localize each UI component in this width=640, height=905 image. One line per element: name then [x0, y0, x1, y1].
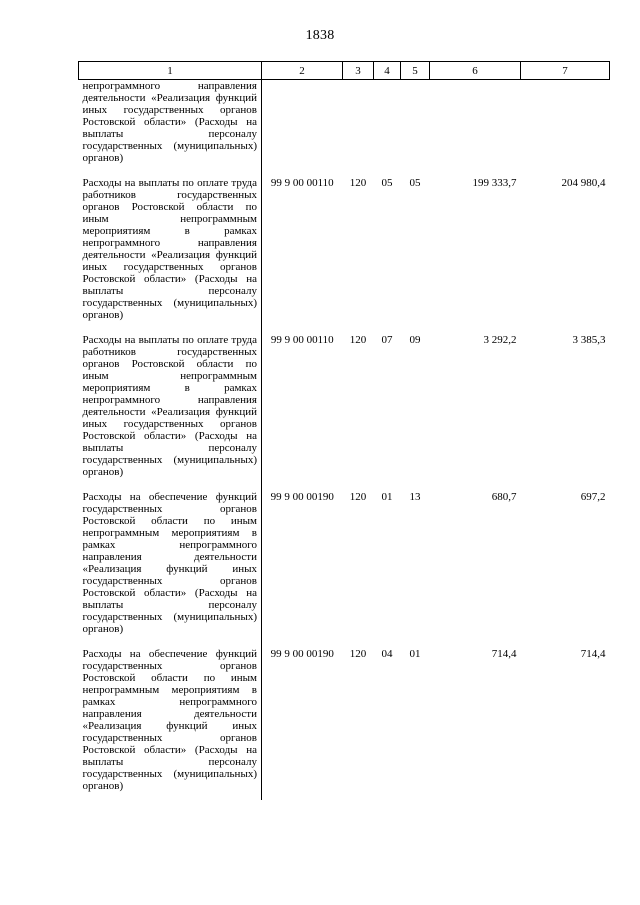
row-vr: 120 [349, 491, 367, 503]
row-sum-1: 3 292,2 [483, 334, 517, 346]
table-body [79, 80, 610, 801]
row-description: Расходы на выплаты по оплате труда работников государственных органов Ростовской области по иным непрограммным мероприятиям в рамках непрограммного направления деятельности «Реализация функций иных государственных органов Ростовской области» (Расходы на выплаты персоналу государственных (муниципальных) органов) [79, 172, 262, 329]
header-row [79, 62, 610, 80]
row-sum-2: 3 385,3 [572, 334, 606, 346]
header-col-6: 6 [430, 62, 521, 80]
row-code: 99 9 00 00190 [270, 491, 334, 503]
header-col-5: 5 [401, 62, 430, 80]
header-col-2: 2 [262, 62, 343, 80]
header-col-1: 1 [79, 62, 262, 80]
page-number: 1838 [305, 28, 335, 43]
header-col-3: 3 [343, 62, 374, 80]
row-pr: 01 [409, 648, 421, 660]
row-code: 99 9 00 00190 [270, 648, 334, 660]
row-sum-2: 204 980,4 [561, 177, 606, 189]
row-pr: 09 [409, 334, 421, 346]
row-sum-1: 680,7 [491, 491, 517, 503]
row-sum-2: 697,2 [580, 491, 606, 503]
table-row [79, 486, 610, 643]
row-sum-1: 714,4 [491, 648, 517, 660]
row-code: 99 9 00 00110 [270, 177, 334, 189]
header-col-7: 7 [521, 62, 610, 80]
row-code: 99 9 00 00110 [270, 334, 334, 346]
row-description: Расходы на обеспечение функций государственных органов Ростовской области по иным непрограммным мероприятиям в рамках непрограммного направления деятельности «Реализация функций иных государственных органов Ростовской области» (Расходы на выплаты персоналу государственных (муниципальных) органов) [79, 486, 262, 643]
row-sum-1: 199 333,7 [472, 177, 517, 189]
row-vr: 120 [349, 334, 367, 346]
row-rz: 04 [381, 648, 393, 660]
row-rz: 05 [381, 177, 393, 189]
row-sum-2: 714,4 [580, 648, 606, 660]
header-col-4: 4 [374, 62, 401, 80]
row-pr: 13 [409, 491, 421, 503]
row-pr: 05 [409, 177, 421, 189]
row-description: Расходы на обеспечение функций государственных органов Ростовской области по иным непрограммным мероприятиям в рамках непрограммного направления деятельности «Реализация функций иных государственных органов Ростовской области» (Расходы на выплаты персоналу государственных (муниципальных) органов) [79, 643, 262, 800]
row-rz: 07 [381, 334, 393, 346]
empty-cell [343, 80, 374, 173]
row-description: непрограммного направления деятельности «Реализация функций иных государственных органов Ростовской области» (Расходы на выплаты персоналу государственных (муниципальных) органов) [79, 80, 262, 173]
table-header [79, 62, 610, 80]
row-vr: 120 [349, 648, 367, 660]
empty-cell [262, 80, 343, 173]
table-row-continuation [79, 80, 610, 173]
empty-cell [374, 80, 401, 173]
empty-cell [401, 80, 430, 173]
empty-cell [521, 80, 610, 173]
row-description: Расходы на выплаты по оплате труда работников государственных органов Ростовской области по иным непрограммным мероприятиям в рамках непрограммного направления деятельности «Реализация функций иных государственных органов Ростовской области» (Расходы на выплаты персоналу государственных (муниципальных) органов) [79, 329, 262, 486]
budget-table [78, 61, 610, 800]
table-row [79, 643, 610, 800]
row-vr: 120 [349, 177, 367, 189]
row-rz: 01 [381, 491, 393, 503]
table-row [79, 172, 610, 329]
table-row [79, 329, 610, 486]
empty-cell [430, 80, 521, 173]
